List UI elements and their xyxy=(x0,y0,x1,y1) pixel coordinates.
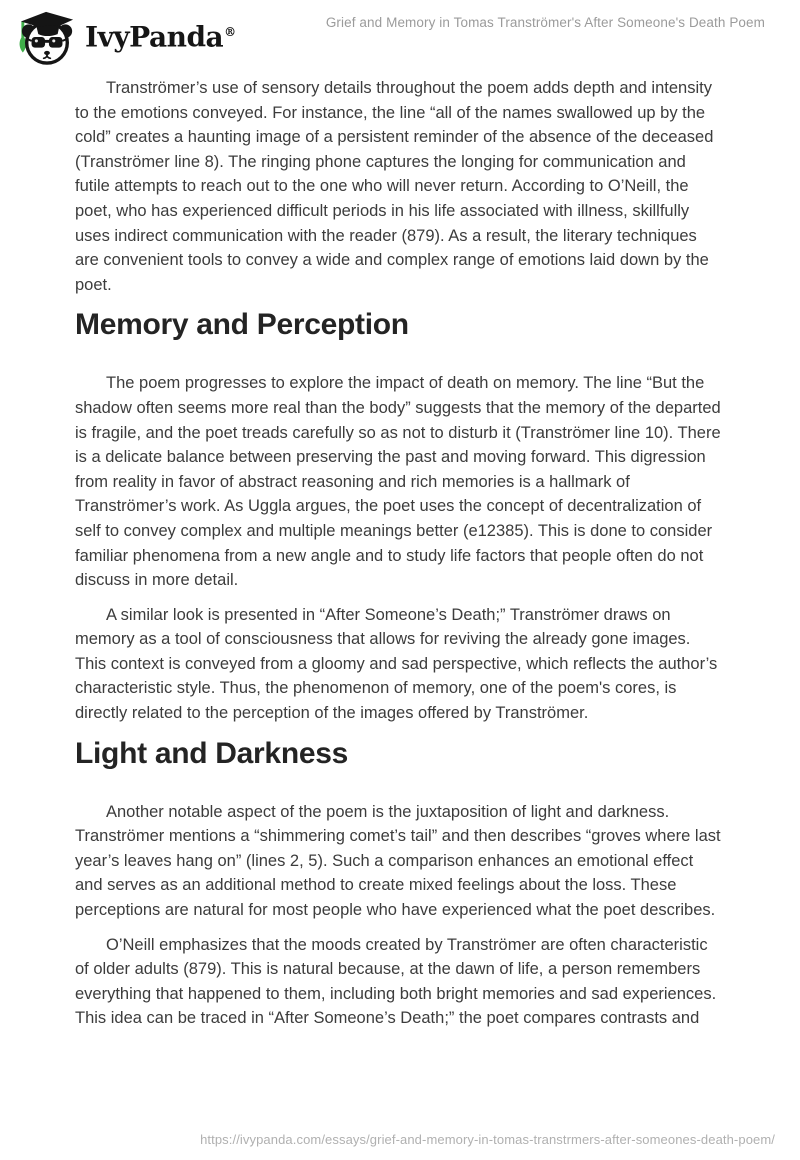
brand xyxy=(16,5,236,68)
essay-content xyxy=(75,76,725,1041)
running-head-title: Grief and Memory in Tomas Tranströmer's After Someone's Death Poem xyxy=(325,15,765,30)
source-url-link[interactable]: https://ivypanda.com/essays/grief-and-memory-in-tomas-transtrmers-after-someones-death-poem/ xyxy=(200,1132,775,1147)
registered-trademark-symbol: ® xyxy=(224,25,236,39)
paragraph-similar-look: A similar look is presented in “After Someone’s Death;” Tranströmer draws on memory as a tool of consciousness that allows for reviving the already gone images. This context is conveyed from a gloomy and sad perspective, which reflects the author’s characteristic style. Thus, the phenomenon of memory, one of the poem's cores, is directly related to the perception of the images offered by Tranströmer. xyxy=(75,605,718,723)
panda-graduation-cap-icon xyxy=(16,8,78,66)
paragraph-sensory-details: Tranströmer’s use of sensory details throughout the poem adds depth and intensity to the emotions conveyed. For instance, the line “all of the names swallowed up by the cold” creates a haunting image of a persistent reminder of the absence of the deceased (Tranströmer line 8). The ringing phone captures the longing for communication and futile attempts to reach out to the one who will never return. According to O’Neill, the poet, who has experienced difficult periods in his life associated with illness, skillfully uses indirect communication with the reader (879). As a result, the literary techniques are convenient tools to convey a wide and complex range of emotions laid down by the poet. xyxy=(75,79,714,294)
paragraph-juxtaposition: Another notable aspect of the poem is the juxtaposition of light and darkness. Tranströmer mentions a “shimmering comet’s tail” and then describes “groves where last year’s leaves hang on” (lines 2, 5). Such a comparison enhances an emotional effect and serves as an additional method to create mixed feelings about the loss. These perceptions are natural for most people who have experienced what the poet describes. xyxy=(75,802,721,920)
brand-wordmark xyxy=(85,3,236,66)
paragraph-oneill-moods: O’Neill emphasizes that the moods created by Tranströmer are often characteristic of older adults (879). This is natural because, at the dawn of life, a person remembers everything that happened to them, including both bright memories and sad experiences. This idea can be traced in “After Someone’s Death;” the poet compares contrasts and xyxy=(75,935,717,1028)
heading-memory-and-perception: Memory and Perception xyxy=(75,308,409,342)
paragraph-death-on-memory: The poem progresses to explore the impact of death on memory. The line “But the shadow often seems more real than the body” suggests that the memory of the departed is fragile, and the poet treads carefully so as not to disturb it (Tranströmer line 10). There is a delicate balance between preserving the past and moving forward. This digression from reality in favor of abstract reasoning and rich memories is a hallmark of Tranströmer’s work. As Uggla argues, the poet uses the concept of decentralization of self to convey complex and multiple meanings better (e12385). This is done to consider familiar phenomena from a new angle and to study life factors that people often do not discuss in more detail. xyxy=(75,374,721,590)
page-footer xyxy=(200,1131,775,1149)
brand-name-text: IvyPanda xyxy=(85,20,224,54)
heading-light-and-darkness: Light and Darkness xyxy=(75,736,348,770)
